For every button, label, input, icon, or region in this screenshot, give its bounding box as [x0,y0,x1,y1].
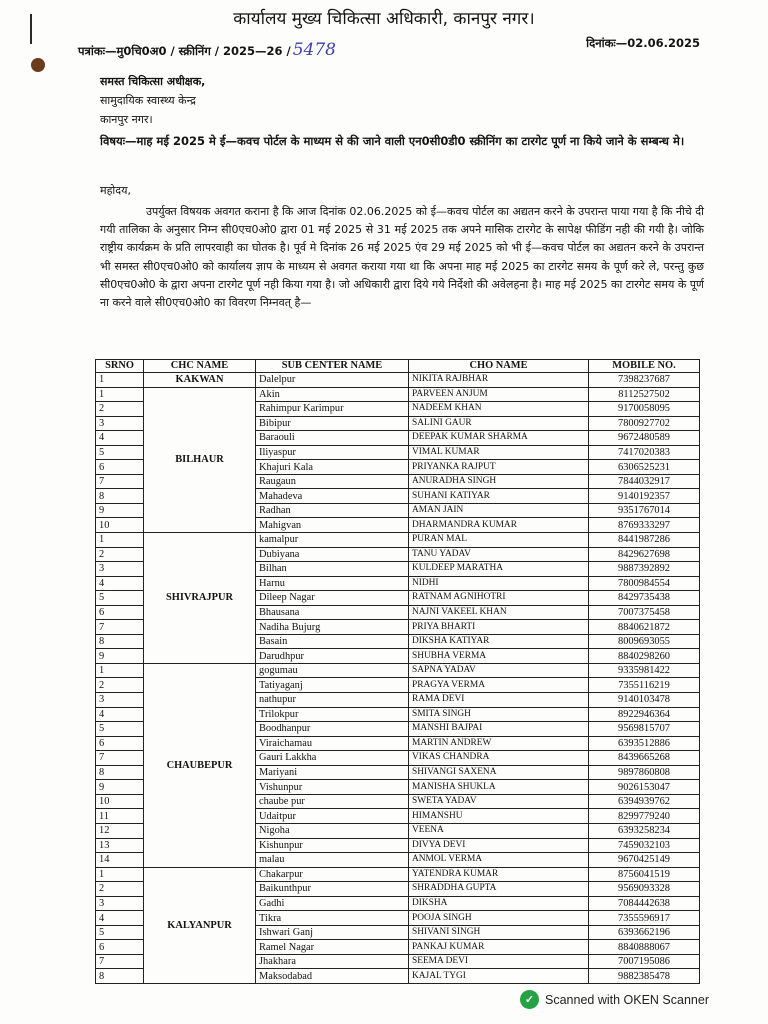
cell-sub-center: Gadhi [256,896,409,911]
cell-srno: 5 [96,445,144,460]
cell-cho-name: SEEMA DEVI [409,954,589,969]
cell-sub-center: Boodhanpur [256,722,409,737]
cell-srno: 1 [96,663,144,678]
cell-chc-name: CHAUBEPUR [144,663,256,867]
cell-mobile: 7459032103 [589,838,700,853]
cell-cho-name: NIDHI [409,576,589,591]
cell-cho-name: MANSHI BAJPAI [409,722,589,737]
cell-cho-name: SHIVANI SINGH [409,925,589,940]
cho-target-table [95,359,700,984]
cell-sub-center: Gauri Lakkha [256,751,409,766]
cell-srno: 7 [96,620,144,635]
cell-mobile: 8769333297 [589,518,700,533]
cell-sub-center: Bilhan [256,562,409,577]
cell-mobile: 9335981422 [589,663,700,678]
recipient-line-3: कानपुर नगर। [100,113,153,126]
cell-sub-center: Iliyaspur [256,445,409,460]
cell-mobile: 8009693055 [589,634,700,649]
cell-cho-name: PURAN MAL [409,533,589,548]
office-title: कार्यालय मुख्य चिकित्सा अधिकारी, कानपुर नगर। [233,9,535,29]
recipient-line-2: सामुदायिक स्वास्थ्य केन्द्र [100,94,196,107]
cell-mobile: 8112527502 [589,387,700,402]
cell-mobile: 8429627698 [589,547,700,562]
cell-sub-center: Radhan [256,503,409,518]
cell-srno: 9 [96,649,144,664]
cell-srno: 11 [96,809,144,824]
cell-sub-center: nathupur [256,693,409,708]
cell-mobile: 9897860808 [589,765,700,780]
cell-cho-name: VEENA [409,823,589,838]
cell-srno: 7 [96,751,144,766]
salutation: महोदय, [100,184,131,197]
cell-sub-center: Mariyani [256,765,409,780]
cell-mobile: 7355116219 [589,678,700,693]
cell-srno: 4 [96,911,144,926]
reference-number [78,40,336,60]
cell-sub-center: Akin [256,387,409,402]
cell-cho-name: NIKITA RAJBHAR [409,373,589,388]
cell-mobile: 9882385478 [589,969,700,984]
cell-srno: 4 [96,707,144,722]
cell-mobile: 6394939762 [589,794,700,809]
cell-cho-name: ANMOL VERMA [409,853,589,868]
cell-cho-name: TANU YADAV [409,547,589,562]
cell-cho-name: ANURADHA SINGH [409,474,589,489]
cell-sub-center: Viraichamau [256,736,409,751]
table-row [96,663,700,678]
cell-cho-name: SUHANI KATIYAR [409,489,589,504]
cell-cho-name: SALINI GAUR [409,416,589,431]
cell-sub-center: Nigoha [256,823,409,838]
cell-cho-name: AMAN JAIN [409,503,589,518]
cell-srno: 2 [96,882,144,897]
cell-mobile: 7355596917 [589,911,700,926]
cell-sub-center: Bhausana [256,605,409,620]
cell-sub-center: Mahadeva [256,489,409,504]
cell-sub-center: Udaitpur [256,809,409,824]
cell-sub-center: Darudhpur [256,649,409,664]
cell-mobile: 7800984554 [589,576,700,591]
cell-sub-center: Kishunpur [256,838,409,853]
cell-mobile: 8840888067 [589,940,700,955]
cell-srno: 7 [96,954,144,969]
cell-cho-name: DIKSHA [409,896,589,911]
cell-srno: 14 [96,853,144,868]
cell-sub-center: Bibipur [256,416,409,431]
cell-sub-center: Dileep Nagar [256,591,409,606]
cell-sub-center: Mahigvan [256,518,409,533]
cell-sub-center: Khajuri Kala [256,460,409,475]
cell-mobile: 8441987286 [589,533,700,548]
cell-sub-center: Jhakhara [256,954,409,969]
scanner-watermark [520,990,709,1009]
cell-mobile: 7007375458 [589,605,700,620]
cell-sub-center: Ishwari Ganj [256,925,409,940]
cell-mobile: 9170058095 [589,402,700,417]
cell-cho-name: DIKSHA KATIYAR [409,634,589,649]
table-header-row [96,360,700,373]
cell-srno: 10 [96,518,144,533]
cell-mobile: 9569815707 [589,722,700,737]
header-mobile-no: MOBILE NO. [589,360,700,373]
cell-mobile: 7084442638 [589,896,700,911]
cell-srno: 5 [96,591,144,606]
cell-srno: 3 [96,562,144,577]
cell-srno: 3 [96,896,144,911]
recipient-address [100,72,205,129]
cell-sub-center: Basain [256,634,409,649]
cell-srno: 5 [96,722,144,737]
cell-sub-center: Baikunthpur [256,882,409,897]
cell-cho-name: VIKAS CHANDRA [409,751,589,766]
cell-chc-name: KAKWAN [144,373,256,388]
cell-sub-center: Vishunpur [256,780,409,795]
table-row [96,533,700,548]
cell-srno: 8 [96,969,144,984]
cell-srno: 6 [96,940,144,955]
header-cho-name: CHO NAME [409,360,589,373]
cell-sub-center: Raugaun [256,474,409,489]
cell-mobile: 6393258234 [589,823,700,838]
body-paragraph: उपर्युक्त विषयक अवगत कराना है कि आज दिनांक 02.06.2025 को ई—कवच पोर्टल का अद्यतन करने के उपरान्त पाया गया है कि नीचे दी गयी तालिका के अनुसार निम्न सी0एच0ओ0 द्वारा 01 मई 2025 से 31 मई 2025 तक अपने मासिक टारगेट के सापेक्ष फीडिंग नही की गयी है। जोकि राष्ट्रीय कार्यक्रम के प्रति लापरवाही का घोतक है। पूर्व मे दिनांक 26 मई 2025 एंव 29 मई 2025 को भी ई—कवच पोर्टल का अद्यतन करने के उपरान्त भी समस्त सी0एच0ओ0 को कार्यालय ज्ञाप के माध्यम से अवगत कराया गया था कि अपना माह मई 2025 का टारगेट समय के पूर्ण करे ले, परन्तु कुछ सी0एच0ओ0 के द्वारा अपना टारगेट पूर्ण नही किया गया है। जो अधिकारी द्वारा दिये गये निर्देशो की अवेलहना है। माह मई 2025 का टारगेट समय के पूर्ण ना करने वाले सी0एच0ओ0 का विवरण निम्नवत् है— [100,205,704,310]
header-srno: SRNO [96,360,144,373]
cell-mobile: 8840621872 [589,620,700,635]
oken-scanner-logo-icon: ✓ [520,990,539,1009]
cell-mobile: 8439665268 [589,751,700,766]
cell-sub-center: Nadiha Bujurg [256,620,409,635]
cell-sub-center: kamalpur [256,533,409,548]
letter-subject: विषयः—माह मई 2025 मे ई—कवच पोर्टल के माध्यम से की जाने वाली एन0सी0डी0 स्क्रीनिंग का टारगेट पूर्ण ना किये जाने के सम्बन्ध मे। [100,134,685,148]
cell-srno: 1 [96,387,144,402]
table-row [96,867,700,882]
cell-srno: 8 [96,765,144,780]
cell-cho-name: DIVYA DEVI [409,838,589,853]
cell-mobile: 6393512886 [589,736,700,751]
cell-sub-center: Tatiyaganj [256,678,409,693]
cell-sub-center: Chakarpur [256,867,409,882]
cell-srno: 8 [96,489,144,504]
cell-srno: 6 [96,460,144,475]
cell-srno: 3 [96,693,144,708]
cell-sub-center: gogumau [256,663,409,678]
cell-srno: 1 [96,533,144,548]
cell-sub-center: Dubiyana [256,547,409,562]
cell-cho-name: SMITA SINGH [409,707,589,722]
cell-mobile: 7800927702 [589,416,700,431]
cell-sub-center: Tikra [256,911,409,926]
cell-cho-name: NAJNI VAKEEL KHAN [409,605,589,620]
cell-srno: 10 [96,794,144,809]
reference-number-text: पत्रांकः—मु0चि0अ0 / स्क्रीनिंग / 2025—26 / [78,44,291,58]
table-row [96,373,700,388]
cell-mobile: 7844032917 [589,474,700,489]
cell-srno: 12 [96,823,144,838]
cell-sub-center: Harnu [256,576,409,591]
cell-mobile: 8299779240 [589,809,700,824]
cell-cho-name: RATNAM AGNIHOTRI [409,591,589,606]
cell-sub-center: Trilokpur [256,707,409,722]
cell-srno: 2 [96,547,144,562]
cell-mobile: 7417020383 [589,445,700,460]
cell-cho-name: SHRADDHA GUPTA [409,882,589,897]
cell-cho-name: RAMA DEVI [409,693,589,708]
cell-srno: 2 [96,402,144,417]
cell-mobile: 8840298260 [589,649,700,664]
cell-srno: 2 [96,678,144,693]
cell-mobile: 6306525231 [589,460,700,475]
cell-mobile: 6393662196 [589,925,700,940]
cell-cho-name: KULDEEP MARATHA [409,562,589,577]
cell-srno: 5 [96,925,144,940]
cell-mobile: 9670425149 [589,853,700,868]
cell-srno: 3 [96,416,144,431]
header-sub-center-name: SUB CENTER NAME [256,360,409,373]
cell-srno: 4 [96,576,144,591]
cell-srno: 7 [96,474,144,489]
cell-cho-name: PRIYANKA RAJPUT [409,460,589,475]
letter-date: दिनांकः—02.06.2025 [586,36,700,50]
cell-sub-center: Maksodabad [256,969,409,984]
cell-cho-name: PRIYA BHARTI [409,620,589,635]
cell-srno: 4 [96,431,144,446]
cell-cho-name: DEEPAK KUMAR SHARMA [409,431,589,446]
cell-cho-name: PRAGYA VERMA [409,678,589,693]
cell-srno: 6 [96,736,144,751]
cell-cho-name: NADEEM KHAN [409,402,589,417]
cell-mobile: 9672480589 [589,431,700,446]
cell-mobile: 8756041519 [589,867,700,882]
cell-cho-name: HIMANSHU [409,809,589,824]
cell-cho-name: DHARMANDRA KUMAR [409,518,589,533]
cell-mobile: 9140103478 [589,693,700,708]
cell-cho-name: VIMAL KUMAR [409,445,589,460]
cell-cho-name: POOJA SINGH [409,911,589,926]
recipient-line-1: समस्त चिकित्सा अधीक्षक, [100,75,206,88]
cell-srno: 1 [96,373,144,388]
cell-cho-name: SAPNA YADAV [409,663,589,678]
cell-mobile: 8429735438 [589,591,700,606]
cell-mobile: 7398237687 [589,373,700,388]
cell-srno: 8 [96,634,144,649]
cell-mobile: 9887392892 [589,562,700,577]
cell-cho-name: SWETA YADAV [409,794,589,809]
cell-srno: 9 [96,780,144,795]
cell-cho-name: MARTIN ANDREW [409,736,589,751]
cell-srno: 9 [96,503,144,518]
cell-cho-name: SHIVANGI SAXENA [409,765,589,780]
cell-mobile: 8922946364 [589,707,700,722]
cell-sub-center: Dalelpur [256,373,409,388]
cell-chc-name: BILHAUR [144,387,256,532]
cell-sub-center: Baraouli [256,431,409,446]
cell-cho-name: YATENDRA KUMAR [409,867,589,882]
cell-mobile: 9026153047 [589,780,700,795]
cell-cho-name: PANKAJ KUMAR [409,940,589,955]
header-chc-name: CHC NAME [144,360,256,373]
cell-sub-center: Rahimpur Karimpur [256,402,409,417]
cell-srno: 1 [96,867,144,882]
cell-cho-name: KAJAL TYGI [409,969,589,984]
cell-cho-name: MANISHA SHUKLA [409,780,589,795]
cell-sub-center: malau [256,853,409,868]
cell-mobile: 9569093328 [589,882,700,897]
cell-cho-name: PARVEEN ANJUM [409,387,589,402]
cell-cho-name: SHUBHA VERMA [409,649,589,664]
scanner-watermark-text: Scanned with OKEN Scanner [545,992,709,1007]
cell-sub-center: chaube pur [256,794,409,809]
cell-mobile: 9351767014 [589,503,700,518]
table-body [96,373,700,984]
cell-srno: 13 [96,838,144,853]
cell-chc-name: SHIVRAJPUR [144,533,256,664]
cell-sub-center: Ramel Nagar [256,940,409,955]
cell-srno: 6 [96,605,144,620]
cell-mobile: 7007195086 [589,954,700,969]
punch-hole [31,58,45,72]
cell-chc-name: KALYANPUR [144,867,256,983]
table-row [96,387,700,402]
handwritten-dispatch-number: 5478 [292,40,336,60]
cell-mobile: 9140192357 [589,489,700,504]
